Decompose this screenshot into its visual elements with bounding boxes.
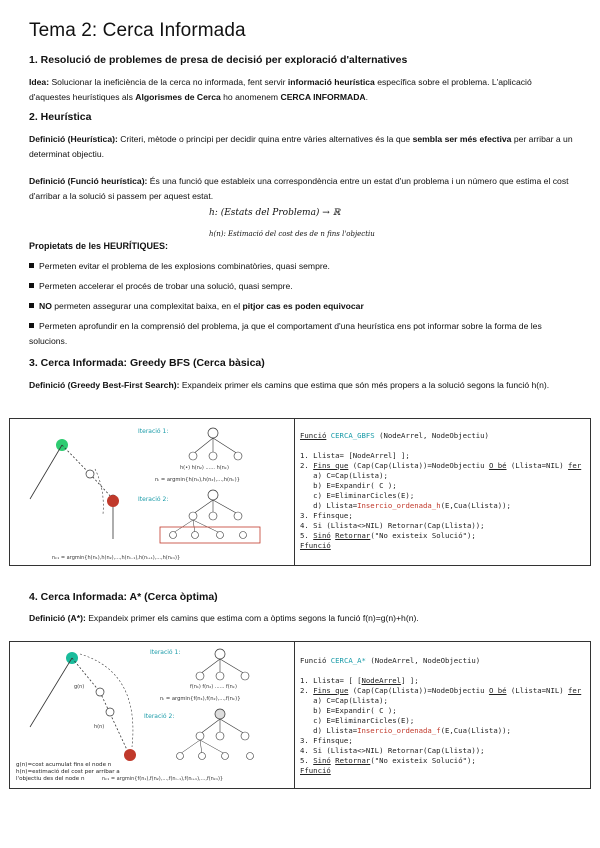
iter1-label: Iteració 1: — [150, 649, 181, 656]
iter2-label: Iteració 2: — [144, 713, 175, 720]
def1-text-1: Criteri, mètode o principi per decidir quina entre vàries alternatives és la que — [117, 134, 413, 144]
code-keyword: Sinó — [313, 756, 331, 765]
divider — [294, 642, 295, 788]
bullet-1-text: Permeten evitar el problema de les explosions combinatòries, quasi sempre. — [39, 261, 330, 271]
idea-text-4: . — [365, 92, 369, 102]
idea-label: Idea: — [29, 77, 50, 87]
code-line: (Cap(Cap(Llista))=NodeObjectiu — [348, 686, 489, 695]
code-line: ("No existeix Solució"); — [370, 531, 476, 540]
section2-heading: 2. Heurística — [29, 111, 92, 123]
section4-heading: 4. Cerca Informada: A* (Cerca òptima) — [29, 591, 218, 603]
page-title: Tema 2: Cerca Informada — [29, 20, 246, 41]
def-astar-label: Definició (A*): — [29, 613, 86, 623]
code-keyword: Ffunció — [300, 541, 331, 550]
idea-bold-3: CERCA INFORMADA — [280, 92, 366, 102]
gnote-3: l'objectiu des del node n — [16, 776, 85, 782]
idea-text-1: Solucionar la ineficiència de la cerca no informada, fent servir — [49, 77, 288, 87]
astar-tree-diagram — [10, 642, 294, 788]
code-line: b) E=Expandir( C ); — [300, 481, 397, 490]
code-line: (E,Cua(Llista)); — [440, 726, 511, 735]
code-line: 3. Ffinsque; — [300, 511, 353, 520]
code-keyword: fer — [568, 461, 582, 470]
bullet-3 — [29, 299, 574, 314]
code-line: c) E=EliminarCicles(E); — [300, 491, 415, 500]
idea-text-2: específica sobre el problema. L'aplicació d'aquestes heurístiques als — [29, 77, 532, 102]
def-heuristica — [29, 132, 574, 162]
code-keyword: Ffunció — [300, 766, 331, 775]
section1-idea — [29, 75, 574, 105]
code-line: 1. Llista= [ [ — [300, 676, 362, 685]
gnote-1: g(n)=cost acumulat fins el node n — [16, 762, 112, 768]
code-line: d) Llista= — [300, 501, 358, 510]
formula-c: nₖ₁ = argmin{f(n₁),f(n₂),...,f(nᵢ₋₁),f(nᵢ₊₁),...,f(nₖ₁)} — [102, 776, 224, 782]
def-greedy-label: Definició (Greedy Best-First Search): — [29, 380, 180, 390]
divider — [294, 419, 295, 565]
bullet-3-bold-2: pitjor cas es poden equivocar — [242, 301, 364, 311]
formula-c: nₖ₁ = argmin{h(n₁),h(n₂),...,h(nᵢ₋₁),h(nᵢ₊₁),...,h(nₖ₁)} — [52, 555, 181, 561]
code-line: (NodeArrel, NodeObjectiu) — [374, 431, 489, 440]
iter2-label: Iteració 2: — [138, 496, 169, 503]
code-keyword: Retornar — [335, 531, 371, 540]
formula-h-domain: h: (Estats del Problema) → ℝ — [209, 208, 341, 218]
def2-label: Definició (Funció heurística): — [29, 176, 148, 186]
code-func-name: CERCA_A* — [330, 656, 366, 665]
code-line: b) E=Expandir( C ); — [300, 706, 397, 715]
formula-a: f(n₁) f(n₂) ...... f(nₖ) — [190, 684, 237, 690]
code-line: 1. Llista= [NodeArrel] ]; — [300, 451, 410, 460]
code-line: (E,Cua(Llista)); — [440, 501, 511, 510]
code-keyword: Sinó — [313, 531, 331, 540]
code-keyword: Funció — [300, 656, 327, 665]
gn-label: g(n) — [74, 684, 85, 690]
def-greedy-text: Expandeix primer els camins que estima que són més propers a la solució segons la funció h(n). — [179, 380, 550, 390]
astar-figure — [9, 641, 591, 789]
code-keyword: Funció — [300, 431, 327, 440]
def2-text: És una funció que estableix una correspondència entre un estat d'un problema i un número que estima el cost d'arribar a la solució si passem per aquest estat. — [29, 176, 569, 201]
def-astar — [29, 611, 574, 626]
idea-text-3: ho anomenem — [220, 92, 281, 102]
code-keyword: Retornar — [335, 756, 371, 765]
code-line: (Cap(Cap(Llista))=NodeObjectiu — [348, 461, 489, 470]
code-keyword: Fins_que — [313, 461, 349, 470]
hn-label: h(n) — [94, 724, 105, 730]
code-line: 2. — [300, 461, 314, 470]
code-highlight: Insercio_ordenada_f — [357, 726, 441, 735]
gbfs-figure — [9, 418, 591, 566]
bullet-4-text: Permeten aprofundir en la comprensió del problema, ja que el comportament d'una heurística ens pot informar sobre la forma de les solucions. — [29, 321, 542, 346]
code-line: (Llista=NIL) — [506, 461, 569, 470]
bullet-3-text: permeten assegurar una complexitat baixa, en el — [51, 301, 243, 311]
code-line: (Llista=NIL) — [506, 686, 569, 695]
def-astar-text: Expandeix primer els camins que estima com a òptims segons la funció f(n)=g(n)+h(n). — [85, 613, 419, 623]
bullet-4 — [29, 319, 574, 349]
bullet-square-icon — [29, 283, 34, 288]
def1-bold: sembla ser més efectiva — [412, 134, 512, 144]
code-keyword: NodeArrel — [361, 676, 402, 685]
astar-code — [300, 656, 581, 776]
code-highlight: Insercio_ordenada_h — [357, 501, 441, 510]
def-funcio-heuristica — [29, 174, 574, 204]
formula-h-n: h(n): Estimació del cost des de n fins l'objectiu — [209, 230, 375, 238]
props-heading: Propietats de les HEURÍTIQUES: — [29, 241, 169, 251]
section1-heading: 1. Resolució de problemes de presa de decisió per exploració d'alternatives — [29, 54, 408, 66]
code-keyword: O bé — [488, 686, 507, 695]
bullet-1 — [29, 259, 574, 274]
code-line: c) E=EliminarCicles(E); — [300, 716, 415, 725]
def1-text-2: per arribar a un determinat objectiu. — [29, 134, 573, 159]
goal-node — [107, 495, 119, 507]
code-line: (NodeArrel, NodeObjectiu) — [365, 656, 481, 665]
gnote-2: h(n)=estimació del cost per arribar a — [16, 769, 120, 775]
code-line: ] ]; — [401, 676, 419, 685]
formula-b: nᵢ = argmin{f(n₁),f(n₂),...,f(nₖ)} — [160, 696, 241, 702]
bullet-square-icon — [29, 303, 34, 308]
code-line: d) Llista= — [300, 726, 358, 735]
code-line: 4. Si (Llista<>NIL) Retornar(Cap(Llista)); — [300, 746, 485, 755]
code-keyword: Fins_que — [313, 686, 349, 695]
code-keyword: O bé — [488, 461, 507, 470]
code-keyword: fer — [568, 686, 582, 695]
def-greedy — [29, 378, 574, 393]
idea-bold-2: Algorismes de Cerca — [135, 92, 221, 102]
code-func-name: CERCA_GBFS — [330, 431, 375, 440]
idea-bold-1: informació heurística — [287, 77, 375, 87]
formula-a: h(•) h(n₂) ...... h(nₖ) — [180, 465, 229, 471]
bullet-2 — [29, 279, 574, 294]
goal-node — [124, 749, 136, 761]
code-line: 5. — [300, 756, 314, 765]
gbfs-code — [300, 431, 581, 551]
code-line: a) C=Cap(Llista); — [300, 471, 388, 480]
bullet-3-bold: NO — [39, 301, 52, 311]
bullet-square-icon — [29, 263, 34, 268]
formula-b: nᵢ = argmin{h(n₁),h(n₂),...,h(nₖ)} — [155, 477, 240, 483]
code-line: 5. — [300, 531, 314, 540]
bullet-2-text: Permeten accelerar el procés de trobar una solució, quasi sempre. — [39, 281, 293, 291]
code-line: 4. Si (Llista<>NIL) Retornar(Cap(Llista)); — [300, 521, 485, 530]
code-line: 3. Ffinsque; — [300, 736, 353, 745]
bullet-square-icon — [29, 323, 34, 328]
gbfs-tree-diagram — [10, 419, 294, 565]
code-line: 2. — [300, 686, 314, 695]
iter1-label: Iteració 1: — [138, 428, 169, 435]
section3-heading: 3. Cerca Informada: Greedy BFS (Cerca bàsica) — [29, 357, 265, 369]
code-line: ("No existeix Solució"); — [370, 756, 476, 765]
def1-label: Definició (Heurística): — [29, 134, 118, 144]
code-line: a) C=Cap(Llista); — [300, 696, 388, 705]
